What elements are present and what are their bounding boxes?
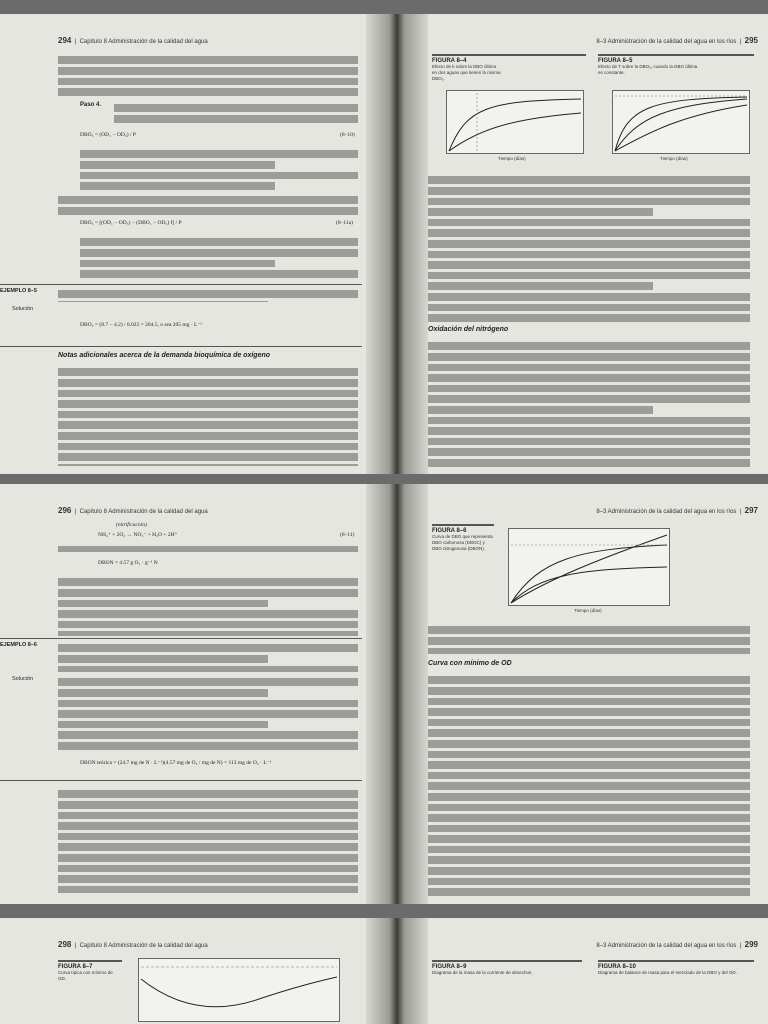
equation-number: (8–11) [340,532,355,538]
page-number: 294 [58,36,72,45]
paragraph-block [428,674,750,896]
x-axis-label: Tiempo (días) [574,608,602,613]
solution-label: Solución [12,676,34,682]
figure-plot [446,90,584,154]
page-297 [428,484,758,904]
example-rule [0,346,362,347]
example-result: DBON teórica = (24.7 mg de N · L⁻¹)(4.57 mg de O₂ / mg de N) = 113 mg de O₂ · L⁻¹ [80,760,272,766]
page-header: 298 | Capítulo 8 Administración de la calidad del agua [58,940,208,949]
figure-8-10 [598,960,754,1002]
page-header: 294 | Capítulo 8 Administración de la calidad del agua [58,36,208,45]
paragraph-block [58,544,358,552]
figure-label: FIGURA 8–7 [58,964,93,970]
section-heading: Curva con mínimo de OD [428,660,512,667]
paragraph-block [428,624,750,654]
equation: NH₄⁺ + 2O₂ → NO₃⁻ + H₂O + 2H⁺ [98,532,178,538]
figure-8-9 [432,960,582,1002]
example-statement [58,288,358,302]
figure-plot [508,528,670,606]
figure-label: FIGURA 8–5 [598,58,633,64]
definitions-block [80,148,358,192]
equation: DBON = 4.57 g O₂ · g⁻¹ N [98,560,158,566]
paragraph-block [58,576,358,636]
section-title: 8–3 Administración de la calidad del agua en los ríos [596,509,737,515]
figure-label: FIGURA 8–6 [432,528,467,534]
equation-number: (8–11a) [336,220,353,226]
section-title: 8–3 Administración de la calidad del agua en los ríos [596,943,737,949]
chapter-title: Capítulo 8 Administración de la calidad del agua [79,509,208,515]
equation-number: (8–10) [340,132,355,138]
chapter-title: Capítulo 8 Administración de la calidad del agua [79,39,208,45]
figure-caption: Diagrama de balance de masa para el mezclado de la DBO y del OD. [598,970,737,975]
example-result: DBO₅ = (8.7 − 4.2) / 0.022 = 204.5, o sea 205 mg · L⁻¹ [80,322,202,328]
page-header: 296 | Capítulo 8 Administración de la calidad del agua [58,506,208,515]
page-number: 298 [58,940,72,949]
book-spread-2 [0,484,768,904]
section-title: 8–3 Administración de la calidad del agua en los ríos [596,39,737,45]
equation: DBO₅ = (OD₁ − OD₅) / P [80,132,136,138]
section-heading: Notas adicionales acerca de la demanda bioquímica de oxígeno [58,352,271,359]
step-label: Paso 4. [80,102,102,108]
equation: DBO₅ = [(OD₁ − OD₅) − (DBO₁ − OD₅) f] / P [80,220,182,226]
x-axis-label: Tiempo (días) [660,156,688,161]
page-header: 8–3 Administración de la calidad del agua en los ríos | 299 [596,940,758,949]
figure-caption: Curva típica con mínimo de OD. [58,970,113,981]
page-294 [0,14,374,474]
definitions-block [80,236,358,280]
example-label: EJEMPLO 8–5 [0,288,37,294]
paragraph-block [114,102,358,124]
book-spread-1 [0,14,768,474]
page-number: 296 [58,506,72,515]
example-rule [0,780,362,781]
example-statement [58,642,358,672]
example-rule [0,638,362,639]
page-296 [0,484,374,904]
page-header: 8–3 Administración de la calidad del agua en los ríos | 295 [596,36,758,45]
figure-caption: Efecto de T sobre la DBO₅, cuando la DBO última es constante. [598,64,698,75]
figure-caption: Curva de DBO que representa DBO carbonosa (DBOC) y DBO nitrogenosa (DBON). [432,534,493,551]
chapter-title: Capítulo 8 Administración de la calidad del agua [79,943,208,949]
page-number: 297 [744,506,758,515]
paragraph-block [428,174,750,322]
figure-8-5 [598,54,754,168]
gutter-shadow [366,484,428,904]
page-number: 295 [744,36,758,45]
equation-annotation: (nitrificación) [116,522,147,528]
page-header: 8–3 Administración de la calidad del agua en los ríos | 297 [596,506,758,515]
figure-caption: Efecto de k sobre la DBO última en dos aguas que tienen la misma DBO₅. [432,64,501,81]
example-rule [0,284,362,285]
paragraph-block [428,340,750,468]
solution-label: Solución [12,306,34,312]
figure-label: FIGURA 8–4 [432,58,467,64]
figure-label: FIGURA 8–10 [598,964,636,970]
figure-8-4 [432,54,586,168]
figure-8-6 [432,524,494,596]
figure-plot [612,90,750,154]
paragraph-block [58,788,358,896]
page-295 [428,14,758,474]
page-298 [58,918,374,1024]
gutter-shadow [366,918,428,1024]
figure-caption: Diagrama de la masa de la corriente de desechos. [432,970,533,975]
figure-8-7 [58,960,122,1002]
solution-steps [58,676,358,752]
figure-plot [138,958,340,1022]
paragraph-block [58,54,358,98]
gutter-shadow [366,14,428,474]
figure-label: FIGURA 8–9 [432,964,467,970]
section-heading: Oxidación del nitrógeno [428,326,509,333]
page-number: 299 [744,940,758,949]
example-label: EJEMPLO 8–6 [0,642,37,648]
page-299 [428,918,758,1024]
paragraph-block [58,366,358,466]
x-axis-label: Tiempo (días) [498,156,526,161]
paragraph-block [58,194,358,216]
book-spread-3 [0,918,768,1024]
